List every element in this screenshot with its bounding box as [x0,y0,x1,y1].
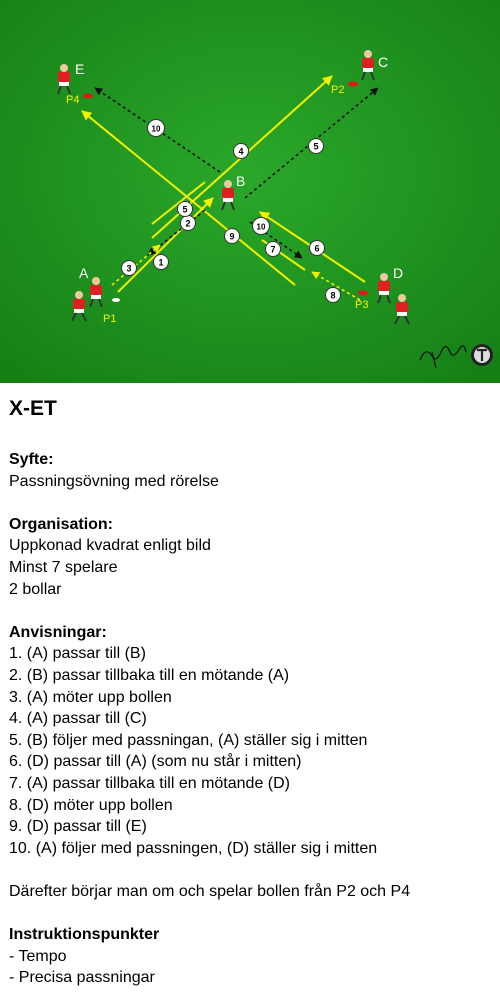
anvisning-step: 9. (D) passar till (E) [9,818,147,836]
step-marker-3 [122,261,137,276]
position-label-p3: P3 [355,299,369,311]
player-label-b: B [236,173,246,189]
cone-p4 [83,94,93,99]
step-marker-2 [181,216,196,231]
organisation-item: Minst 7 spelare [9,558,118,576]
organisation-item: 2 bollar [9,580,62,598]
step-marker-5a [178,202,193,217]
svg-text:9: 9 [229,231,235,242]
player-label-a: A [79,265,89,281]
svg-text:5: 5 [313,141,319,152]
svg-text:7: 7 [270,244,276,255]
anvisning-step: 6. (D) passar till (A) (som nu står i mitten) [9,753,302,771]
step-marker-9 [225,229,240,244]
step-marker-10b [253,218,270,235]
step-marker-8 [326,288,341,303]
step-marker-10a [148,120,165,137]
instruktionspunkt: - Tempo [9,947,67,965]
position-label-p2: P2 [331,84,345,96]
svg-text:3: 3 [126,263,132,274]
cone-p3 [358,291,368,296]
anvisning-step: 8. (D) möter upp bollen [9,796,173,814]
player-label-d: D [393,265,404,281]
step-marker-5b [309,139,324,154]
anvisning-step: 10. (A) följer med passningen, (D) ställer sig i mitten [9,839,378,857]
drill-description [9,395,494,989]
drill-title: X-ET [9,397,57,420]
svg-text:10: 10 [256,222,266,232]
anvisning-step: 2. (B) passar tillbaka till en mötande (A) [9,666,290,684]
player-label-e: E [75,61,85,77]
drill-diagram [0,0,500,383]
syfte-text: Passningsövning med rörelse [9,472,219,490]
instruktionspunkter-heading: Instruktionspunkter [9,926,160,944]
svg-text:5: 5 [182,204,188,215]
anvisning-step: 7. (A) passar tillbaka till en mötande (D) [9,774,290,792]
anvisning-step: 3. (A) möter upp bollen [9,688,172,706]
cone-p2 [348,82,358,87]
syfte-heading: Syfte: [9,451,54,468]
position-label-p1: P1 [103,313,117,325]
anvisningar-heading: Anvisningar: [9,623,107,641]
step-marker-1 [154,255,169,270]
svg-text:1: 1 [158,257,164,268]
anvisning-step: 5. (B) följer med passningan, (A) ställer sig i mitten [9,731,368,749]
position-label-p4: P4 [66,94,80,106]
step-marker-6 [310,241,325,256]
step-marker-4 [234,144,249,159]
svg-text:10: 10 [151,124,161,134]
field-background [0,0,500,383]
organisation-heading: Organisation: [9,515,114,533]
svg-text:6: 6 [314,243,320,254]
svg-text:8: 8 [330,290,336,301]
anvisning-step: 1. (A) passar till (B) [9,645,146,663]
instruktionspunkt: - Precisa passningar [9,969,155,987]
player-label-c: C [378,54,389,70]
after-text: Därefter börjar man om och spelar bollen från P2 och P4 [9,882,411,900]
organisation-item: Uppkonad kvadrat enligt bild [9,537,211,555]
anvisning-step: 4. (A) passar till (C) [9,710,147,728]
step-marker-7 [266,242,281,257]
svg-text:2: 2 [185,218,191,229]
svg-text:4: 4 [238,146,244,157]
club-logo-icon [471,344,493,366]
cone-p1 [112,298,120,302]
